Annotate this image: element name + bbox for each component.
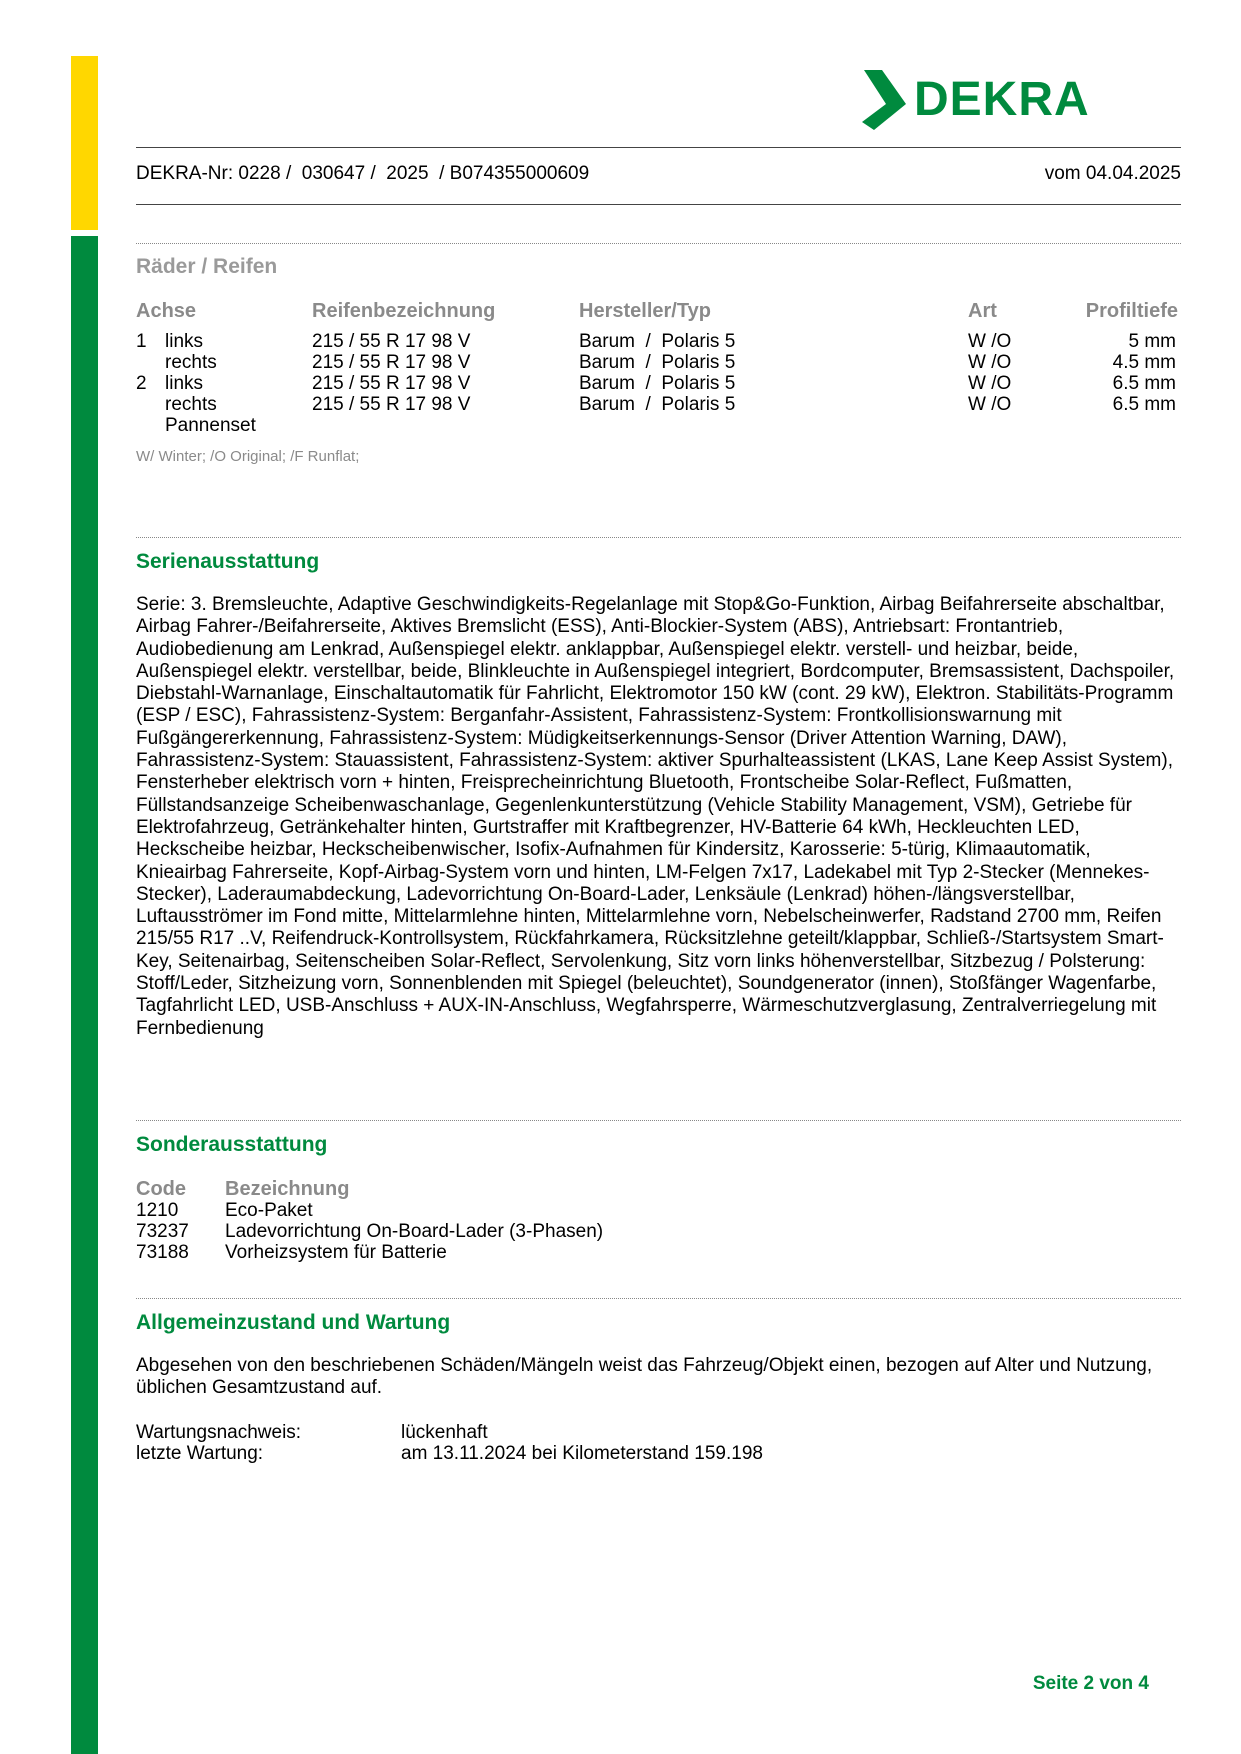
dekra-logo: [860, 68, 1090, 132]
tire-depth: 6.5 mm: [1112, 373, 1176, 394]
tire-maker: Barum / Polaris 5: [579, 352, 736, 373]
special-code: 73237: [136, 1221, 189, 1242]
header-rule-top: [136, 147, 1181, 148]
tires-header-size: Reifenbezeichnung: [312, 300, 496, 322]
tire-type: W /O: [968, 352, 1012, 373]
special-code: 73188: [136, 1242, 189, 1263]
special-header-name: Bezeichnung: [225, 1178, 350, 1200]
tire-depth: 5 mm: [1128, 331, 1176, 352]
brand-bar-green: [71, 236, 98, 1754]
tires-header-axle: Achse: [136, 300, 197, 322]
serial-equipment-text: Serie: 3. Bremsleuchte, Adaptive Geschwindigkeits-Regelanlage mit Stop&Go-Funktion, Airbag Beifahrerseite abschaltbar, Airbag Fahrer-/Beifahrerseite, Aktives Bremslicht (ESS), Anti-Blockier-System (ABS), Antriebsart: Frontantrieb, Audiobedienung am Lenkrad, Außenspiegel elektr. anklappbar, Außenspiegel elektr. verstell- und heizbar, beide, Außenspiegel elektr. verstellbar, beide, Blinkleuchte in Außenspiegel integriert, Bordcomputer, Bremsassistent, Dachspoiler, Diebstahl-Warnanlage, Einschaltautomatik für Fahrlicht, Elektromotor 150 kW (cont. 29 kW), Elektron. Stabilitäts-Programm (ESP / ESC), Fahrassistenz-System: Berganfahr-Assistent, Fahrassistenz-System: Frontkollisionswarnung mit Fußgängererkennung, Fahrassistenz-System: Müdigkeitserkennungs-Sensor (Driver Attention Warning, DAW), Fahrassistenz-System: Stauassistent, Fahrassistenz-System: aktiver Spurhalteassistent (LKAS, Lane Keep Assist System), Fensterheber elektrisch vorn + hinten, Freisprecheinrichtung Bluetooth, Frontscheibe Solar-Reflect, Fußmatten, Füllstandsanzeige Scheibenwaschanlage, Gegenlenkunterstützung (Vehicle Stability Management, VSM), Getriebe für Elektrofahrzeug, Getränkehalter hinten, Gurtstraffer mit Kraftbegrenzer, HV-Batterie 64 kWh, Heckleuchten LED, Heckscheibe heizbar, Heckscheibenwischer, Isofix-Aufnahmen für Kindersitz, Karosserie: 5-türig, Klimaautomatik, Knieairbag Fahrerseite, Kopf-Airbag-System vorn und hinten, LM-Felgen 7x17, Ladekabel mit Typ 2-Stecker (Mennekes-Stecker), Laderaumabdeckung, Ladevorrichtung On-Board-Lader, Lenksäule (Lenkrad) höhen-/längsverstellbar, Luftausströmer im Fond mitte, Mittelarmlehne hinten, Mittelarmlehne vorn, Nebelscheinwerfer, Radstand 2700 mm, Reifen 215/55 R17 ..V, Reifendruck-Kontrollsystem, Rückfahrkamera, Rücksitzlehne geteilt/klappbar, Schließ-/Startsystem Smart-Key, Seitenairbag, Seitenscheiben Solar-Reflect, Servolenkung, Sitz vorn links höhenverstellbar, Sitzbezug / Polsterung: Stoff/Leder, Sitzheizung vorn, Sonnenblenden mit Spiegel (beleuchtet), Soundgenerator (innen), Stoßfänger Wagenfarbe, Tagfahrlicht LED, USB-Anschluss + AUX-IN-Anschluss, Wegfahrsperre, Wärmeschutzverglasung, Zentralverriegelung mit Fernbedienung: [136, 594, 1175, 1039]
serial-equipment-title: Serienausstattung: [136, 550, 320, 573]
tires-section-title: Räder / Reifen: [136, 255, 278, 278]
brand-bar-yellow: [71, 56, 98, 230]
tire-size: 215 / 55 R 17 98 V: [312, 352, 471, 373]
special-header-code: Code: [136, 1178, 186, 1200]
last-service-label: letzte Wartung:: [136, 1443, 264, 1464]
special-equipment-title: Sonderausstattung: [136, 1133, 328, 1156]
section-divider: [136, 243, 1181, 244]
tire-type: W /O: [968, 394, 1012, 415]
tire-axle: 2: [136, 373, 147, 394]
tire-side: rechts: [165, 394, 217, 415]
special-name: Ladevorrichtung On-Board-Lader (3-Phasen): [225, 1221, 604, 1242]
tire-side: rechts: [165, 352, 217, 373]
tire-size: 215 / 55 R 17 98 V: [312, 394, 471, 415]
tire-size: 215 / 55 R 17 98 V: [312, 373, 471, 394]
special-name: Eco-Paket: [225, 1200, 313, 1221]
tire-type: W /O: [968, 331, 1012, 352]
tire-maker: Barum / Polaris 5: [579, 331, 736, 352]
header-rule-bottom: [136, 204, 1181, 205]
section-divider: [136, 537, 1181, 538]
special-code: 1210: [136, 1200, 179, 1221]
tire-size: 215 / 55 R 17 98 V: [312, 331, 471, 352]
tire-side: links: [165, 331, 204, 352]
condition-text: Abgesehen von den beschriebenen Schäden/Mängeln weist das Fahrzeug/Objekt einen, bezogen auf Alter und Nutzung, üblichen Gesamtzustand auf.: [136, 1355, 1153, 1399]
special-name: Vorheizsystem für Batterie: [225, 1242, 447, 1263]
tires-header-depth: Profiltiefe: [1085, 300, 1178, 322]
maintenance-proof-value: lückenhaft: [401, 1422, 488, 1443]
condition-title: Allgemeinzustand und Wartung: [136, 1311, 451, 1334]
tire-side: links: [165, 373, 204, 394]
tires-header-type: Art: [968, 300, 997, 322]
tire-axle: 1: [136, 331, 147, 352]
section-divider: [136, 1298, 1181, 1299]
maintenance-proof-label: Wartungsnachweis:: [136, 1422, 302, 1443]
tires-legend: W/ Winter; /O Original; /F Runflat;: [136, 448, 360, 465]
tire-depth: 4.5 mm: [1112, 352, 1176, 373]
tires-header-maker: Hersteller/Typ: [579, 300, 711, 322]
tire-side: Pannenset: [165, 415, 256, 436]
page-number: Seite 2 von 4: [1032, 1673, 1149, 1694]
tire-maker: Barum / Polaris 5: [579, 394, 736, 415]
tire-maker: Barum / Polaris 5: [579, 373, 736, 394]
section-divider: [136, 1120, 1181, 1121]
dekra-arrow-icon: [860, 68, 908, 132]
brand-name: DEKRA: [914, 73, 1090, 126]
tire-type: W /O: [968, 373, 1012, 394]
tire-depth: 6.5 mm: [1112, 394, 1176, 415]
report-date: vom 04.04.2025: [1044, 163, 1181, 184]
last-service-value: am 13.11.2024 bei Kilometerstand 159.198: [401, 1443, 763, 1464]
dekra-reference-number: DEKRA-Nr: 0228 / 030647 / 2025 / B074355000609: [136, 163, 590, 184]
